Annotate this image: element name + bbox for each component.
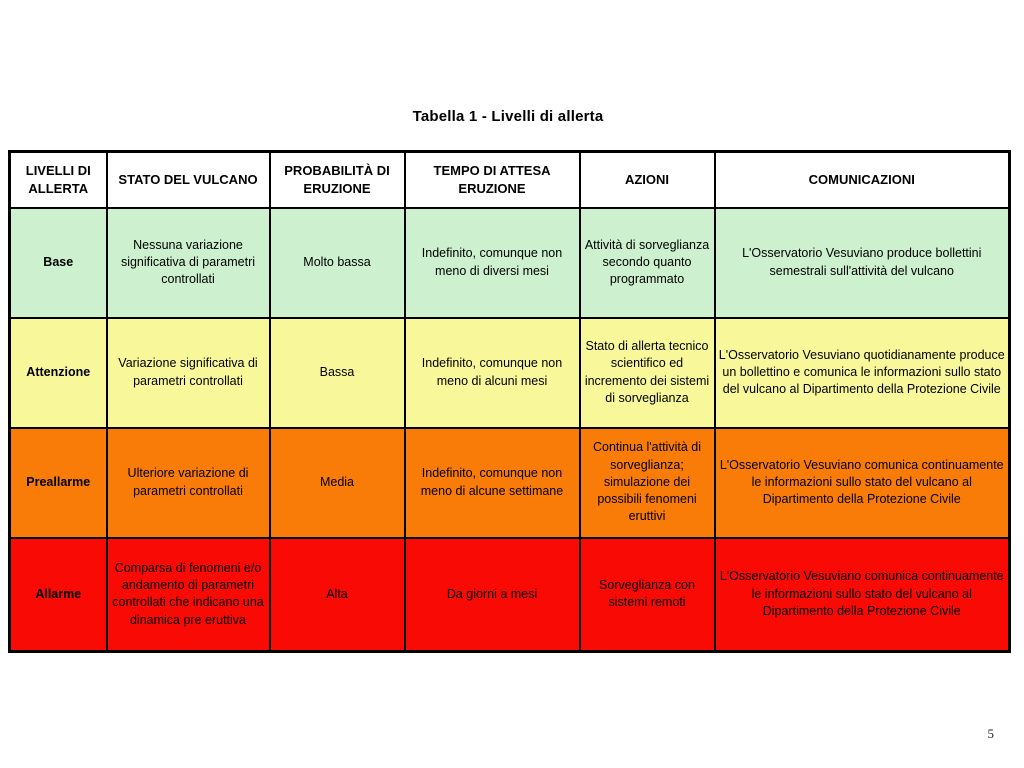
- table-row-base: [10, 208, 1010, 318]
- tempo-cell: Indefinito, comunque non meno di diversi mesi: [405, 208, 580, 318]
- level-cell: Allarme: [10, 538, 107, 652]
- header-livelli-di-allerta: LIVELLI DI ALLERTA: [10, 152, 107, 208]
- comunicazioni-cell: L'Osservatorio Vesuviano produce bollettini semestrali sull'attività del vulcano: [715, 208, 1010, 318]
- probabilita-cell: Media: [270, 428, 405, 538]
- probabilita-cell: Molto bassa: [270, 208, 405, 318]
- alert-levels-table: [8, 150, 1011, 653]
- probabilita-cell: Alta: [270, 538, 405, 652]
- page-number: 5: [987, 726, 994, 741]
- comunicazioni-cell: L'Osservatorio Vesuviano comunica continuamente le informazioni sullo stato del vulcano al Dipartimento della Protezione Civile: [715, 428, 1010, 538]
- level-cell: Base: [10, 208, 107, 318]
- tempo-cell: Da giorni a mesi: [405, 538, 580, 652]
- table-header-row: [10, 152, 1010, 208]
- header-probabilita-di-eruzione: PROBABILITÀ DI ERUZIONE: [270, 152, 405, 208]
- header-azioni: AZIONI: [580, 152, 715, 208]
- header-stato-del-vulcano: STATO DEL VULCANO: [107, 152, 270, 208]
- table-row-attenzione: [10, 318, 1010, 428]
- header-tempo-di-attesa-eruzione: TEMPO DI ATTESA ERUZIONE: [405, 152, 580, 208]
- level-cell: Preallarme: [10, 428, 107, 538]
- header-comunicazioni: COMUNICAZIONI: [715, 152, 1010, 208]
- table-row-allarme: [10, 538, 1010, 652]
- stato-cell: Variazione significativa di parametri controllati: [107, 318, 270, 428]
- stato-cell: Nessuna variazione significativa di parametri controllati: [107, 208, 270, 318]
- azioni-cell: Sorveglianza con sistemi remoti: [580, 538, 715, 652]
- azioni-cell: Continua l'attività di sorveglianza; simulazione dei possibili fenomeni eruttivi: [580, 428, 715, 538]
- tempo-cell: Indefinito, comunque non meno di alcune settimane: [405, 428, 580, 538]
- stato-cell: Ulteriore variazione di parametri controllati: [107, 428, 270, 538]
- azioni-cell: Stato di allerta tecnico scientifico ed incremento dei sistemi di sorveglianza: [580, 318, 715, 428]
- tempo-cell: Indefinito, comunque non meno di alcuni mesi: [405, 318, 580, 428]
- page-title: Tabella 1 - Livelli di allerta: [412, 108, 604, 125]
- comunicazioni-cell: L'Osservatorio Vesuviano comunica continuamente le informazioni sullo stato del vulcano al Dipartimento della Protezione Civile: [715, 538, 1010, 652]
- azioni-cell: Attività di sorveglianza secondo quanto programmato: [580, 208, 715, 318]
- level-cell: Attenzione: [10, 318, 107, 428]
- probabilita-cell: Bassa: [270, 318, 405, 428]
- table-row-preallarme: [10, 428, 1010, 538]
- comunicazioni-cell: L'Osservatorio Vesuviano quotidianamente produce un bollettino e comunica le informazioni sullo stato del vulcano al Dipartimento della Protezione Civile: [715, 318, 1010, 428]
- stato-cell: Comparsa di fenomeni e/o andamento di parametri controllati che indicano una dinamica pre eruttiva: [107, 538, 270, 652]
